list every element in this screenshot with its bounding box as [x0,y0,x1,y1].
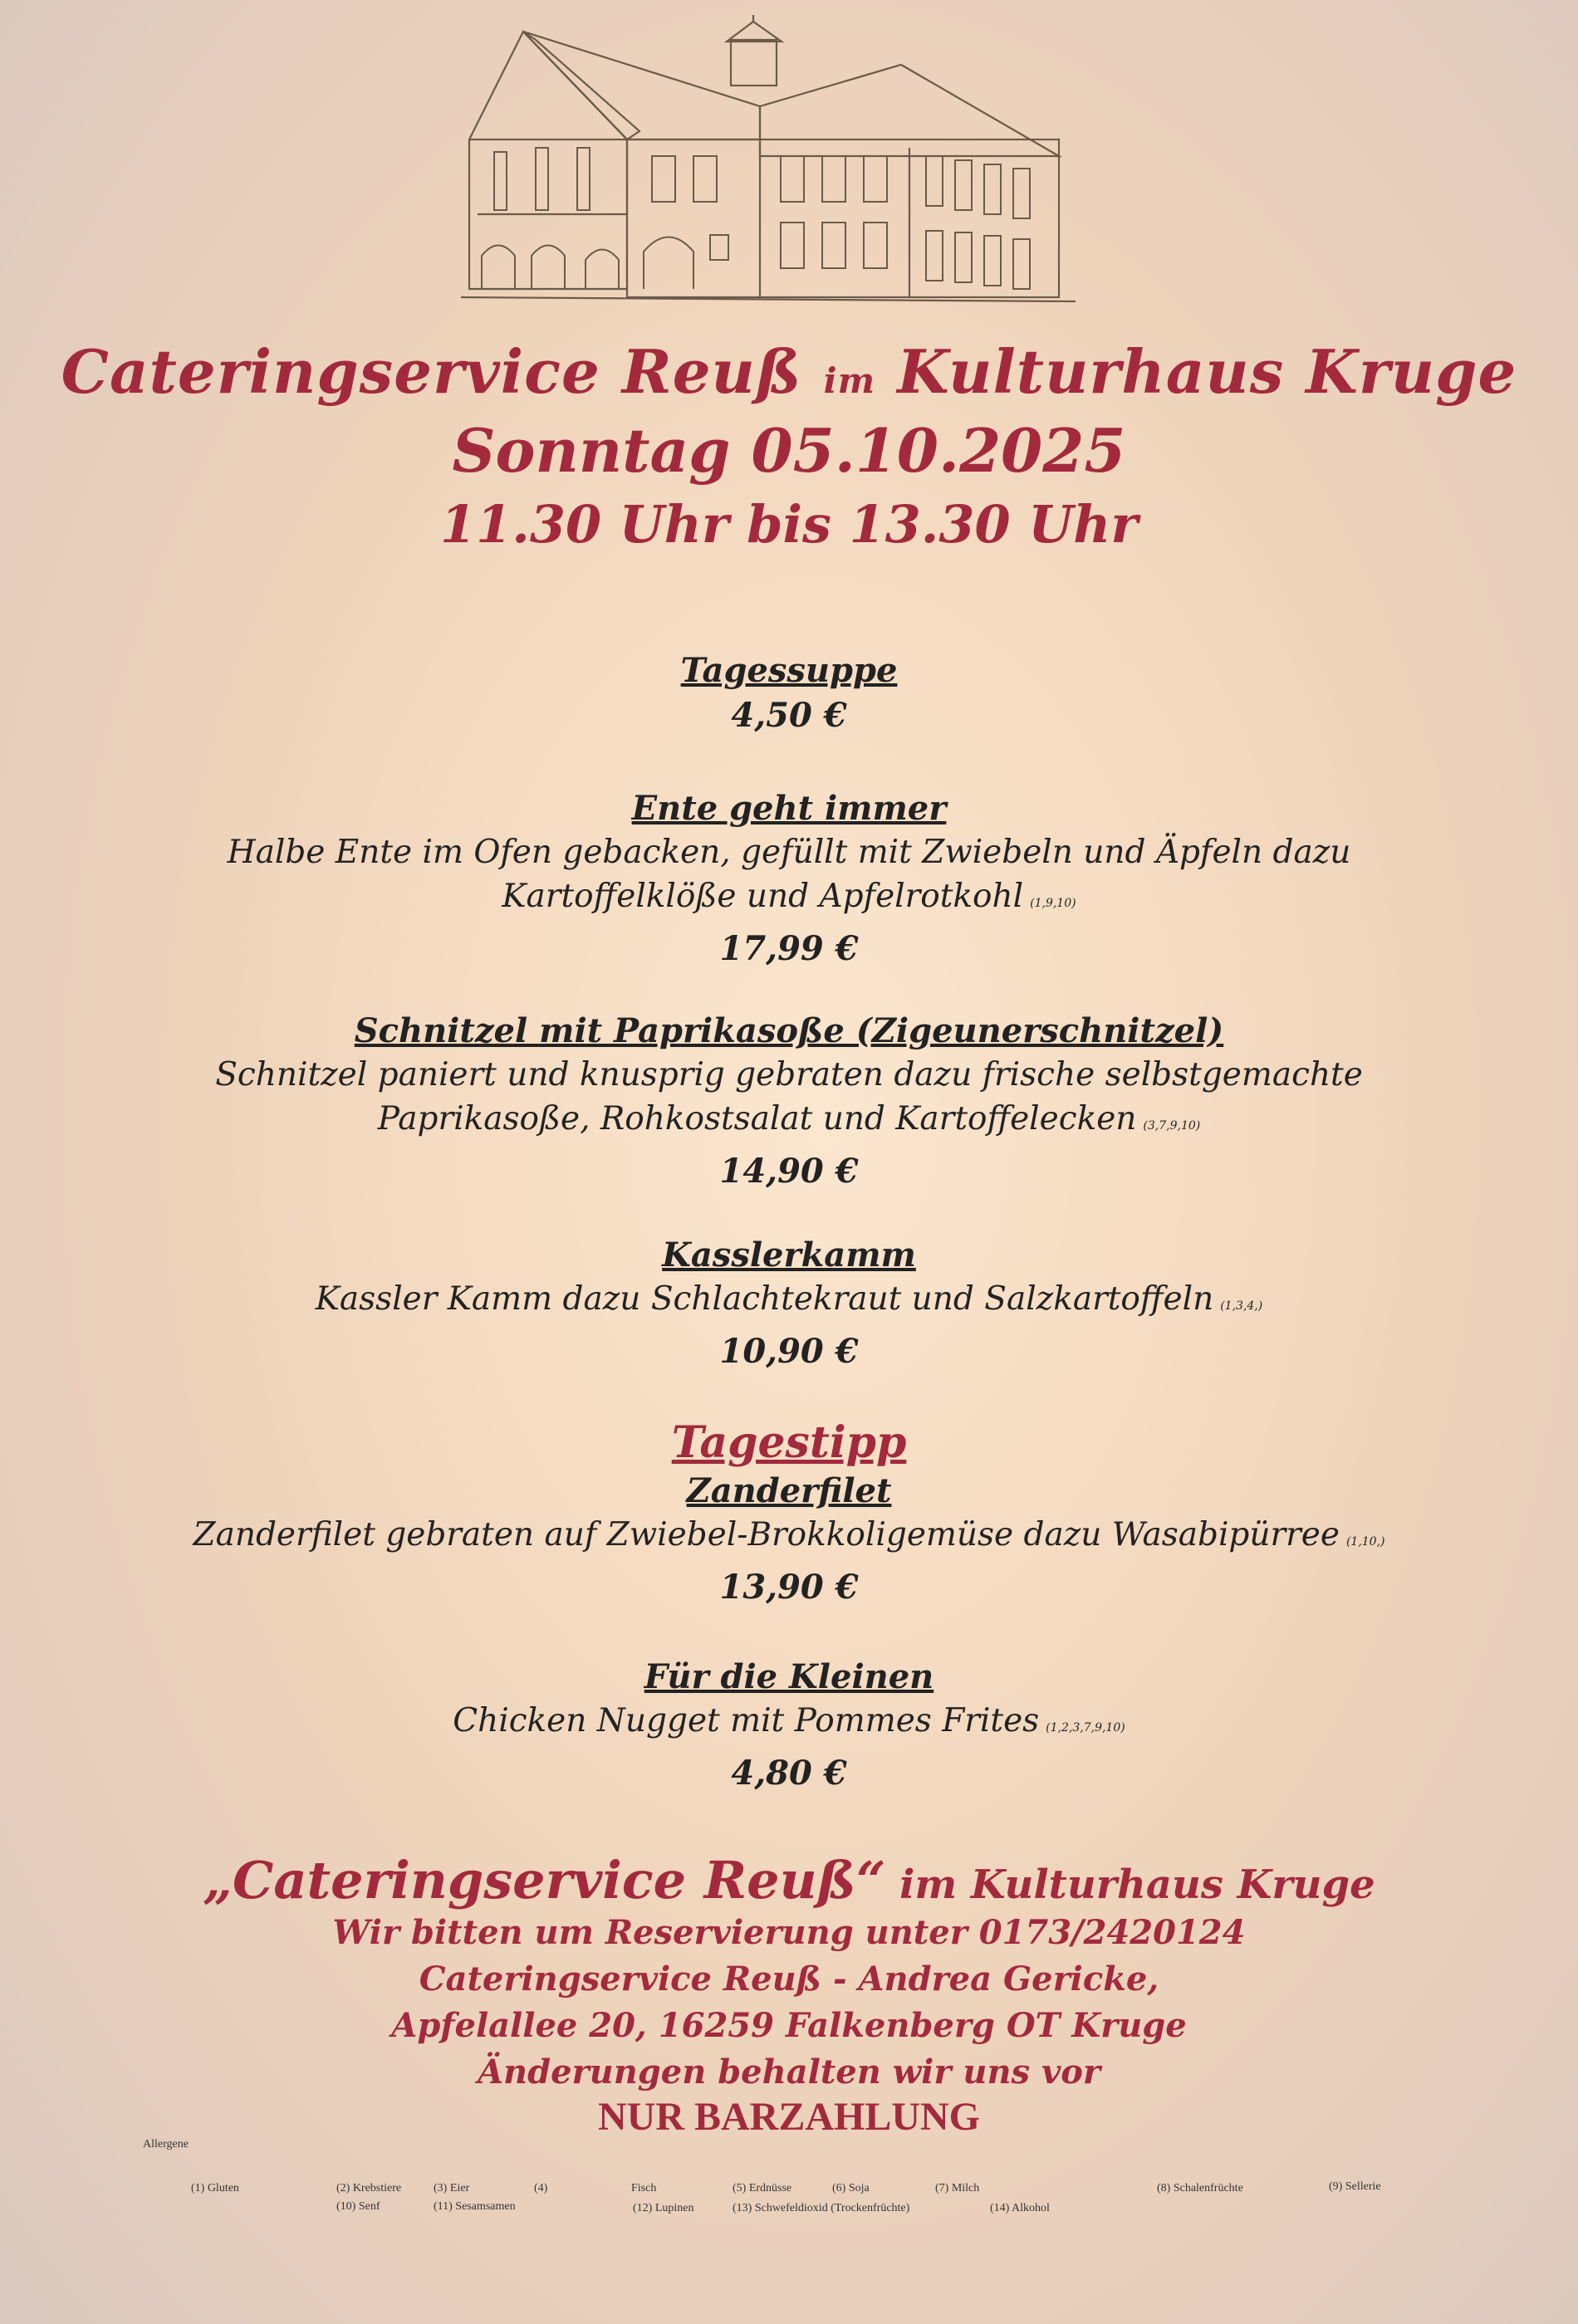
footer-location: im Kulturhaus Kruge [899,1862,1375,1908]
menu-item-tagessuppe [0,649,1578,739]
allergen-codes: (1,3,4,) [1220,1299,1263,1313]
allergen-legend-item: (11) Sesamsamen [434,2200,516,2213]
allergen-legend-item: (5) Erdnüsse [733,2182,792,2194]
kulturhaus-building-illustration [461,15,1084,314]
footer-reservation: Wir bitten um Reservierung unter 0173/2420124 [332,1913,1246,1952]
tagestipp-section [0,1416,1578,1611]
allergen-legend-item: (3) Eier [434,2182,470,2194]
menu-item-title: Tagessuppe [680,651,898,690]
allergen-legend-item: (13) Schwefeldioxid (Trockenfrüchte) [733,2202,910,2214]
title-company: Cateringservice Reuß [61,336,802,407]
menu-item-ente [0,787,1578,972]
allergen-codes: (3,7,9,10) [1143,1119,1201,1133]
menu-item-kids [0,1656,1578,1797]
allergen-legend-item: (6) Soja [832,2182,870,2194]
menu-item-title: Zanderfilet [686,1471,892,1510]
footer-company: „Cateringservice Reuß“ [203,1850,886,1911]
menu-item-desc-line: Halbe Ente im Ofen gebacken, gefüllt mit Zwiebeln und Äpfeln dazu [227,834,1351,871]
menu-item-schnitzel [0,1010,1578,1195]
menu-item-price: 14,90 € [719,1152,859,1191]
allergen-legend-item: (10) Senf [336,2200,380,2213]
page-title [0,336,1578,407]
menu-item-title: Für die Kleinen [644,1657,934,1696]
allergen-legend-item: (2) Krebstiere [336,2182,402,2194]
menu-item-price: 10,90 € [719,1332,859,1371]
allergen-legend-item: (7) Milch [935,2182,980,2194]
allergen-legend-item: (9) Sellerie [1329,2180,1381,2193]
allergen-codes: (1,2,3,7,9,10) [1046,1721,1125,1734]
footer-contact: Cateringservice Reuß - Andrea Gericke, [419,1959,1159,1999]
menu-item-title: Kasslerkamm [662,1235,916,1275]
menu-item-title: Ente geht immer [631,789,947,828]
allergen-legend-item: (4) [534,2182,548,2194]
allergen-legend-item: Fisch [631,2182,657,2194]
allergen-legend-item: (1) Gluten [191,2182,239,2194]
footer-info [0,1910,1578,2096]
allergen-legend-item: (12) Lupinen [633,2202,694,2214]
allergen-legend-item: (14) Alkohol [990,2202,1050,2214]
allergen-legend [0,2182,1578,2224]
footer-changes: Änderungen behalten wir uns vor [478,2052,1100,2092]
menu-item-desc-line: Kartoffelklöße und Apfelrotkohl (1,9,10) [502,878,1076,915]
allergen-legend-item: (8) Schalenfrüchte [1157,2182,1243,2194]
menu-item-desc-line: Paprikasoße, Rohkostsalat und Kartoffelecken (3,7,9,10) [377,1100,1201,1138]
footer-company-line [0,1850,1578,1911]
menu-item-desc-line: Kassler Kamm dazu Schlachtekraut und Salzkartoffeln (1,3,4,) [315,1280,1263,1318]
allergen-codes: (1,9,10) [1030,897,1076,910]
title-im: im [823,360,876,401]
menu-item-kasslerkamm [0,1234,1578,1375]
event-time: 11.30 Uhr bis 13.30 Uhr [439,494,1139,555]
event-date: Sonntag 05.10.2025 [452,415,1126,486]
title-venue: Kulturhaus Kruge [897,336,1517,407]
footer-address: Apfelallee 20, 16259 Falkenberg OT Kruge [391,2006,1187,2045]
menu-item-price: 13,90 € [719,1568,859,1607]
tagestipp-label: Tagestipp [671,1417,907,1468]
menu-item-price: 4,80 € [731,1754,847,1793]
menu-item-desc-line: Chicken Nugget mit Pommes Frites (1,2,3,7,9,10) [453,1702,1125,1739]
payment-note: NUR BARZAHLUNG [597,2095,981,2139]
allergen-codes: (1,10,) [1345,1535,1385,1549]
menu-item-desc-line: Zanderfilet gebraten auf Zwiebel-Brokkoligemüse dazu Wasabipürree (1,10,) [193,1516,1385,1553]
menu-item-price: 17,99 € [719,929,859,968]
allergen-legend-heading: Allergene [143,2138,189,2150]
menu-item-title: Schnitzel mit Paprikasoße (Zigeunerschnitzel) [354,1011,1224,1050]
menu-item-desc-line: Schnitzel paniert und knusprig gebraten dazu frische selbstgemachte [215,1056,1363,1094]
menu-item-price: 4,50 € [731,696,847,735]
